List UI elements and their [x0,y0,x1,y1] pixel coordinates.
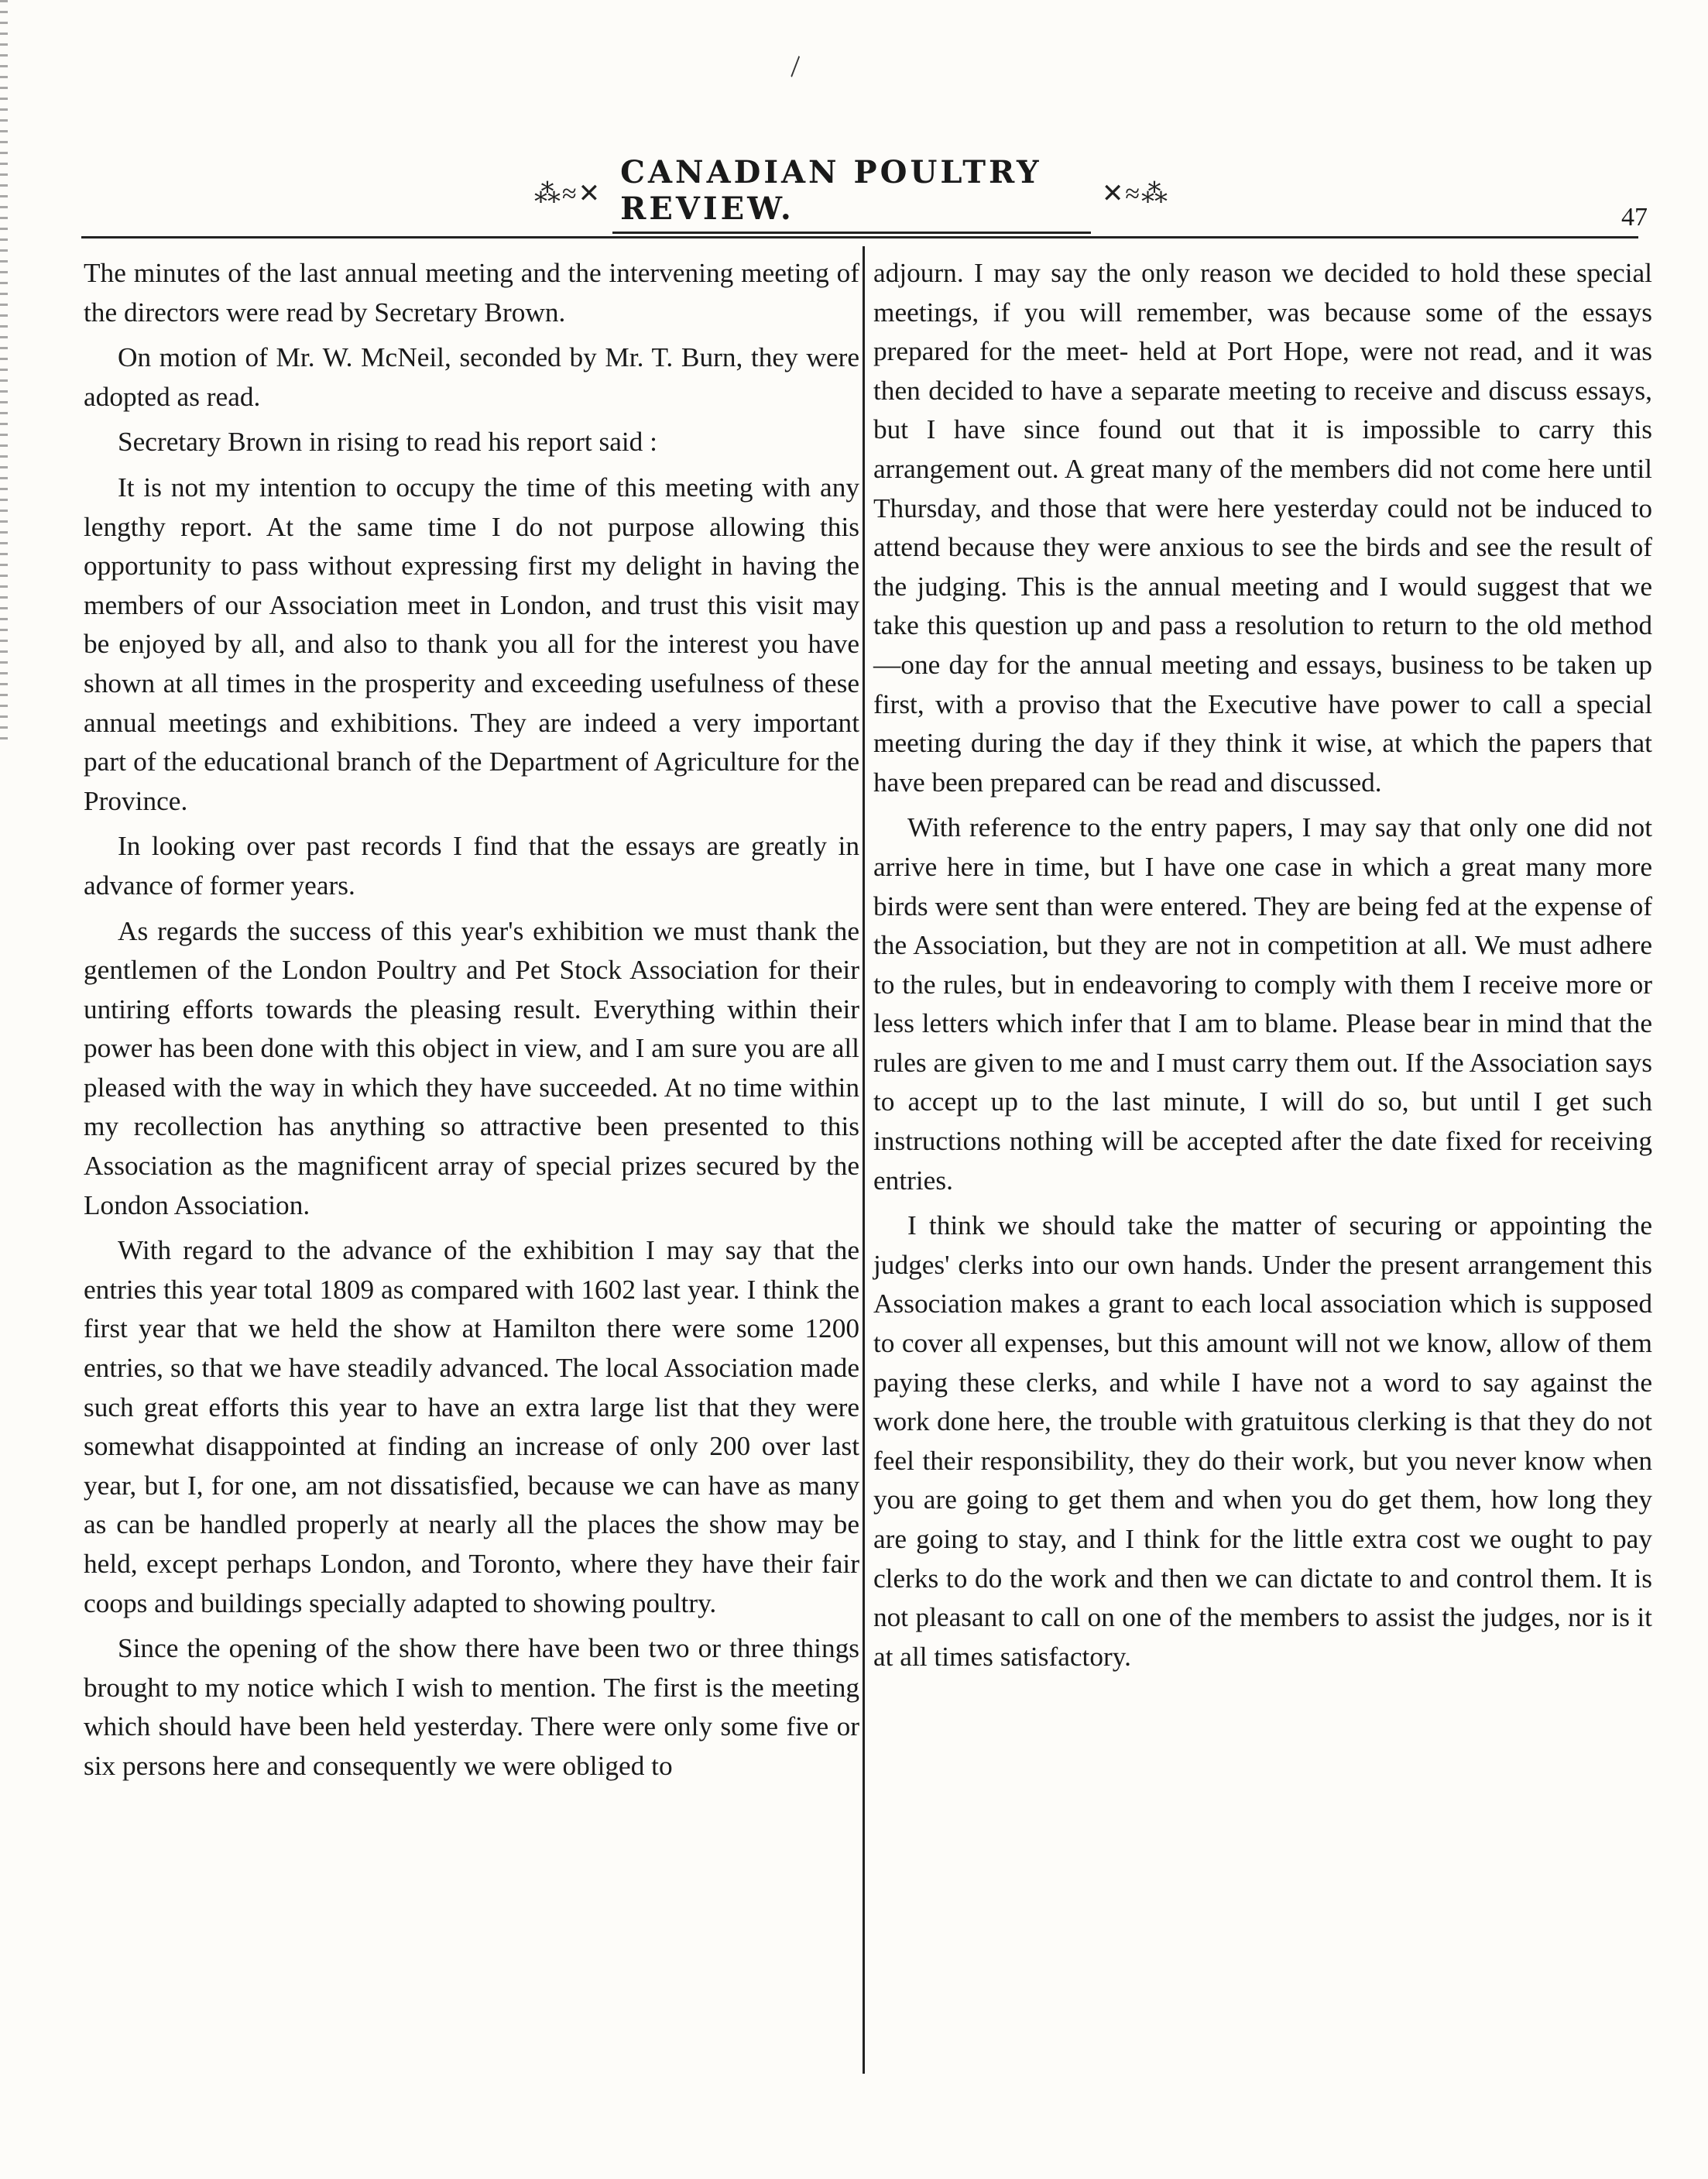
publication-title: CANADIAN POULTRY REVIEW. [612,154,1091,234]
paragraph: adjourn. I may say the only reason we decided to hold these special meetings, if you will remember, was because some of the essays prepared for the meet- held at Port Hope, were not read, and it was then decided to have a separate meeting to receive and discuss essays, but I have since found out that it is impossible to carry this arrangement out. A great many of the members did not come here until Thursday, and those that were here yesterday could not be induced to attend because they were anxious to see the birds and see the result of the judging. This is the annual meeting and I would suggest that we take this question up and pass a resolution to return to the old method—one day for the annual meeting and essays, business to be taken up first, with a proviso that the Executive have power to call a special meeting during the day if they think it wise, at which the papers that have been prepared can be read and discussed. [873,258,1652,798]
paragraph: With reference to the entry papers, I may say that only one did not arrive here in time, but I have one case in which a great many more birds were sent than were entered. They are being fed at the expense of the Association, but they are not in competition at all. We must adhere to the rules, but in endeavoring to comply with them I receive more or less letters which infer that I am to blame. Please bear in mind that the rules are given to me and I must carry them out. If the Association says to accept up to the last minute, I will do so, but until I get such instructions nothing will be accepted after the date fixed for receiving entries. [873,812,1652,1196]
paragraph: As regards the success of this year's exhibition we must thank the gentlemen of the London Poultry and Pet Stock Association for their untiring efforts towards the pleasing result. Everything within their power has been done with this object in view, and I am sure you are all pleased with the way in which they have succeeded. At no time within my recollection has anything so attractive been presented to this Association as the magnificent array of special prizes secured by the London Association. [84,915,859,1220]
page-number: 47 [1621,203,1648,232]
print-speck: \ [780,50,811,83]
ornament-left-icon: ⁂≈✕ [534,180,602,208]
scan-edge-artifact [0,0,8,743]
paragraph: I think we should take the matter of securing or appointing the judges' clerks into our own hands. Under the present arrangement this Association makes a grant to each local association which is supposed to cover all expenses, but this amount will not we know, allow of them paying these clerks, and while I have not a word to say against the work done here, the trouble with gratuitous clerking is that they do not feel their responsibility, they do their work, but you never know when you are going to get them and when you do get them, how long they are going to stay, and I think for the little extra cost we ought to pay clerks to do the work and then we can dictate to and control them. It is not pleasant to call on one of the members to assist the judges, nor is it at all times satisfactory. [873,1210,1652,1672]
left-column [84,254,859,1793]
masthead-header [534,153,1169,227]
column-divider [863,246,865,2074]
paragraph: In looking over past records I find that the essays are greatly in advance of former years. [84,831,859,901]
paragraph: It is not my intention to occupy the time of this meeting with any lengthy report. At the same time I do not purpose allowing this opportunity to pass without expressing first my delight in having the members of our Association meet in London, and trust this visit may be enjoyed by all, and also to thank you all for the interest you have shown at all times in the prosperity and exceeding usefulness of these annual meetings and exhibitions. They are indeed a very important part of the educational branch of the Department of Agriculture for the Province. [84,472,859,816]
paragraph: Secretary Brown in rising to read his report said : [118,427,657,458]
header-rule [81,236,1638,238]
paragraph: Since the opening of the show there have been two or three things brought to my notice which I wish to mention. The first is the meeting which should have been held yesterday. There were only some five or six persons here and consequently we were obliged to [84,1633,859,1781]
paragraph: On motion of Mr. W. McNeil, seconded by Mr. T. Burn, they were adopted as read. [84,342,859,412]
ornament-right-icon: ✕≈⁂ [1101,180,1169,208]
right-column [873,254,1652,1683]
paragraph: With regard to the advance of the exhibition I may say that the entries this year total 1809 as compared with 1602 last year. I think the first year that we held the show at Hamilton there were some 1200 entries, so that we have steadily advanced. The local Association made such great efforts this year to have an extra large list that they were somewhat disappointed at finding an increase of only 200 over last year, but I, for one, am not dissatisfied, because we can have as many as can be handled properly at nearly all the places the show may be held, except perhaps London, and Toronto, where they have their fair coops and buildings specially adapted to showing poultry. [84,1235,859,1618]
paragraph: The minutes of the last annual meeting and the intervening meeting of the directors were read by Secretary Brown. [84,258,859,328]
